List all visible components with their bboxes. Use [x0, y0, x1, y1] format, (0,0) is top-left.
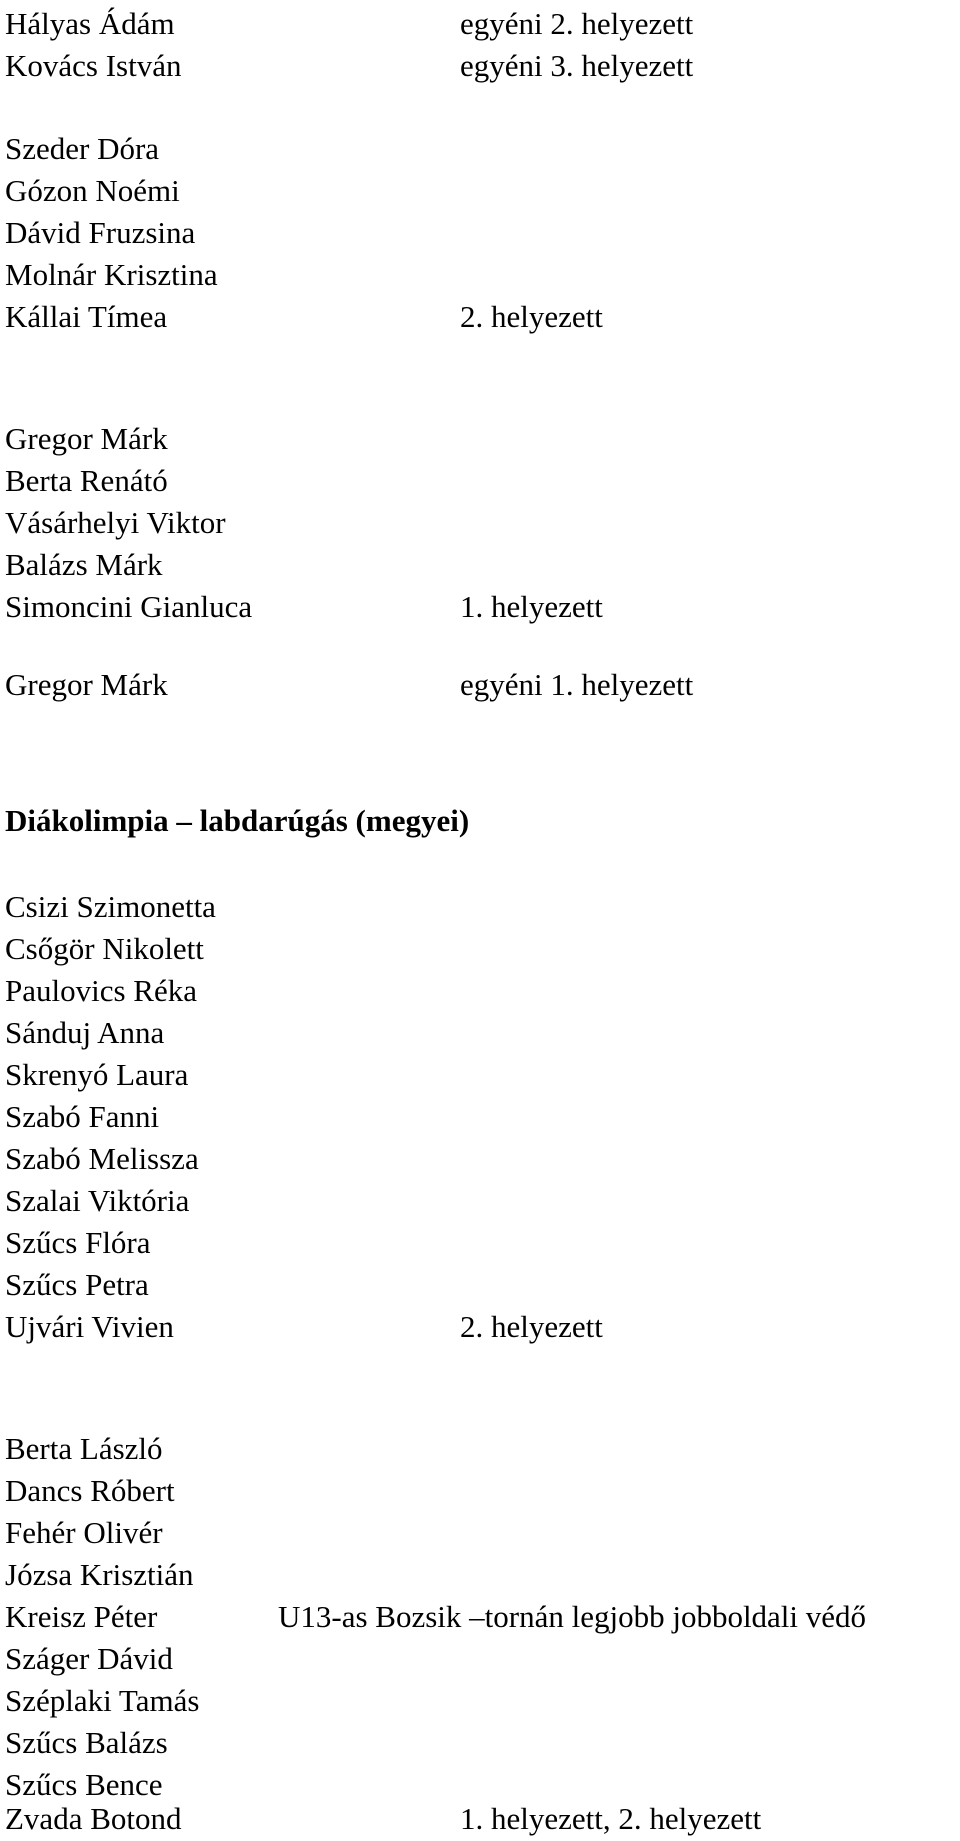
- name-line: Simoncini Gianluca: [5, 589, 253, 624]
- name-line: Szűcs Petra: [5, 1267, 149, 1302]
- name-line: Fehér Olivér: [5, 1515, 163, 1550]
- note-line: U13-as Bozsik –tornán legjobb jobboldali védő: [278, 1599, 867, 1634]
- name-line: Balázs Márk: [5, 547, 163, 582]
- name-line: Gregor Márk: [5, 667, 168, 702]
- result-line: 2. helyezett: [460, 1309, 603, 1344]
- name-line: Skrenyó Laura: [5, 1057, 189, 1092]
- name-line: Berta Renátó: [5, 463, 168, 498]
- name-line: Józsa Krisztián: [5, 1557, 194, 1592]
- name-line: Dancs Róbert: [5, 1473, 175, 1508]
- name-line: Szabó Melissza: [5, 1141, 199, 1176]
- name-line: Hályas Ádám: [5, 6, 175, 41]
- name-line: Csizi Szimonetta: [5, 889, 216, 924]
- name-line: Dávid Fruzsina: [5, 215, 196, 250]
- name-line: Szabó Fanni: [5, 1099, 160, 1134]
- result-line: 2. helyezett: [460, 299, 603, 334]
- result-line: egyéni 3. helyezett: [460, 48, 694, 83]
- name-line: Sánduj Anna: [5, 1015, 165, 1050]
- name-line: Szeder Dóra: [5, 131, 160, 166]
- name-line: Kállai Tímea: [5, 299, 168, 334]
- name-line: Zvada Botond: [5, 1801, 182, 1836]
- name-line: Szűcs Flóra: [5, 1225, 151, 1260]
- name-line: Csőgör Nikolett: [5, 931, 204, 966]
- result-line: egyéni 1. helyezett: [460, 667, 694, 702]
- name-line: Gregor Márk: [5, 421, 168, 456]
- name-line: Vásárhelyi Viktor: [5, 505, 226, 540]
- name-line: Szűcs Balázs: [5, 1725, 168, 1760]
- name-line: Gózon Noémi: [5, 173, 180, 208]
- name-line: Paulovics Réka: [5, 973, 197, 1008]
- name-line: Szalai Viktória: [5, 1183, 190, 1218]
- result-line: 1. helyezett, 2. helyezett: [460, 1801, 762, 1836]
- result-line: egyéni 2. helyezett: [460, 6, 694, 41]
- name-line: Kovács István: [5, 48, 182, 83]
- name-line: Szűcs Bence: [5, 1767, 163, 1802]
- name-line: Száger Dávid: [5, 1641, 173, 1676]
- section-heading: Diákolimpia – labdarúgás (megyei): [5, 803, 470, 838]
- result-line: 1. helyezett: [460, 589, 603, 624]
- name-line: Széplaki Tamás: [5, 1683, 200, 1718]
- name-line: Kreisz Péter: [5, 1599, 158, 1634]
- name-line: Molnár Krisztina: [5, 257, 218, 292]
- name-line: Berta László: [5, 1431, 163, 1466]
- name-line: Ujvári Vivien: [5, 1309, 174, 1344]
